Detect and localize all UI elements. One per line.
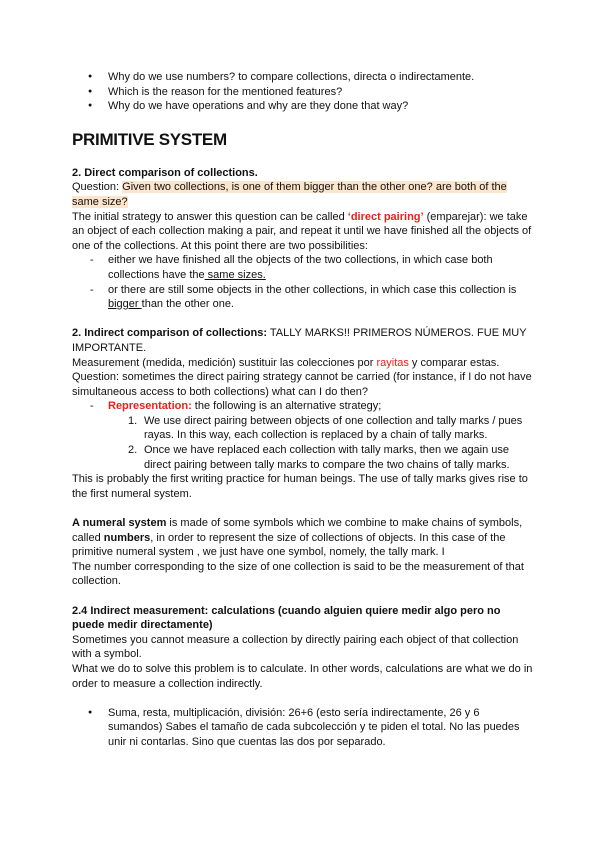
text: We use direct pairing between objects of one collection and tally marks / pues rayas. In this way, each collection is replaced by a chain of tally marks. bbox=[144, 414, 523, 442]
list-item bbox=[72, 399, 534, 414]
text: or there are still some objects in the other collections, in which case this collection is bbox=[108, 283, 517, 296]
text: than the other one. bbox=[141, 298, 234, 311]
document-page bbox=[72, 70, 534, 750]
paragraph bbox=[72, 356, 534, 371]
list-number: 2. bbox=[128, 444, 138, 457]
list-item bbox=[72, 414, 534, 443]
text: (emparejar): we take an object of each collection making a pair, and repeat it until we have finished all the objects of one of the collections. At this point there are two possibilities: bbox=[72, 210, 532, 252]
text: y comparar estas. bbox=[408, 356, 500, 369]
highlighted-question: Given two collections, is one of them bigger than the other one? are both of the same size? bbox=[72, 181, 507, 208]
bold-term: numbers bbox=[103, 531, 151, 544]
list-number: 1. bbox=[128, 414, 138, 427]
text: is made of some symbols which we combine to make chains of symbols, called bbox=[72, 517, 523, 544]
text: The initial strategy to answer this question can be called bbox=[72, 210, 348, 223]
subsection-title: 2.4 Indirect measurement: calculations (cuando alguien quiere medir algo pero no puede medir directamente) bbox=[72, 604, 501, 632]
underlined-text: bigger bbox=[108, 298, 142, 311]
text: TALLY MARKS!! PRIMEROS NÚMEROS. FUE MUY IMPORTANTE. bbox=[72, 327, 527, 354]
text: Measurement (medida, medición) sustituir las colecciones por bbox=[72, 356, 377, 369]
list-item bbox=[72, 253, 534, 282]
bullet-list bbox=[72, 706, 534, 750]
text: Once we have replaced each collection with tally marks, then we again use direct pairing between tally marks to compare the two chains of tally marks. bbox=[144, 444, 510, 471]
dash-list bbox=[72, 399, 534, 414]
list-item: ● Suma, resta, multiplicación, división: 26+6 (esto sería indirectamente, 26 y 6 sumandos) Sabes el tamaño de cada subcolección y te piden el total. No las puedes unir ni contarlas. Sino que cuentas las dos por separado. bbox=[72, 706, 534, 750]
text: either we have finished all the objects of the two collections, in which case both collections have the bbox=[108, 254, 493, 281]
paragraph bbox=[72, 210, 534, 254]
list-item: ● Why do we use numbers? to compare collections, directa o indirectamente. bbox=[72, 70, 534, 85]
paragraph: Question: sometimes the direct pairing strategy cannot be carried (for instance, if I do not have simultaneous access to both collections) what can I do then? bbox=[72, 371, 532, 398]
subsection-title: 2. Indirect comparison of collections: bbox=[72, 327, 267, 340]
section-heading: PRIMITIVE SYSTEM bbox=[72, 129, 227, 149]
paragraph: The number corresponding to the size of one collection is said to be the measurement of that collection. bbox=[72, 560, 524, 588]
emphasis-direct-pairing: ‘direct pairing’ bbox=[347, 210, 424, 223]
representation-label: Representation: bbox=[108, 400, 192, 413]
paragraph bbox=[72, 326, 534, 355]
dash-list bbox=[72, 253, 534, 311]
paragraph: Sometimes you cannot measure a collection by directly pairing each object of that collection with a symbol. bbox=[72, 633, 519, 661]
numbered-list bbox=[72, 414, 534, 472]
list-item: ● Why do we have operations and why are they done that way? bbox=[72, 99, 534, 114]
text: the following is an alternative strategy; bbox=[191, 400, 382, 413]
underlined-text: same sizes. bbox=[204, 268, 266, 281]
intro-bullet-list bbox=[72, 70, 534, 114]
list-item bbox=[72, 443, 534, 472]
red-text: rayitas bbox=[376, 356, 409, 369]
subsection-title: 2. Direct comparison of collections. bbox=[72, 166, 258, 179]
question-label: Question: bbox=[72, 181, 123, 194]
question-paragraph bbox=[72, 180, 534, 209]
text: , in order to represent the size of collections of objects. In this case of the primitive numeral system , we just have one symbol, nomely, the tally mark. I bbox=[72, 531, 506, 559]
bold-term: A numeral system bbox=[72, 517, 167, 530]
list-item bbox=[72, 283, 534, 312]
paragraph bbox=[72, 516, 534, 560]
paragraph: This is probably the first writing practice for human beings. The use of tally marks gives rise to the first numeral system. bbox=[72, 473, 528, 500]
paragraph: What we do to solve this problem is to calculate. In other words, calculations are what we do in order to measure a collection indirectly. bbox=[72, 662, 533, 690]
list-item: ● Which is the reason for the mentioned features? bbox=[72, 85, 534, 100]
